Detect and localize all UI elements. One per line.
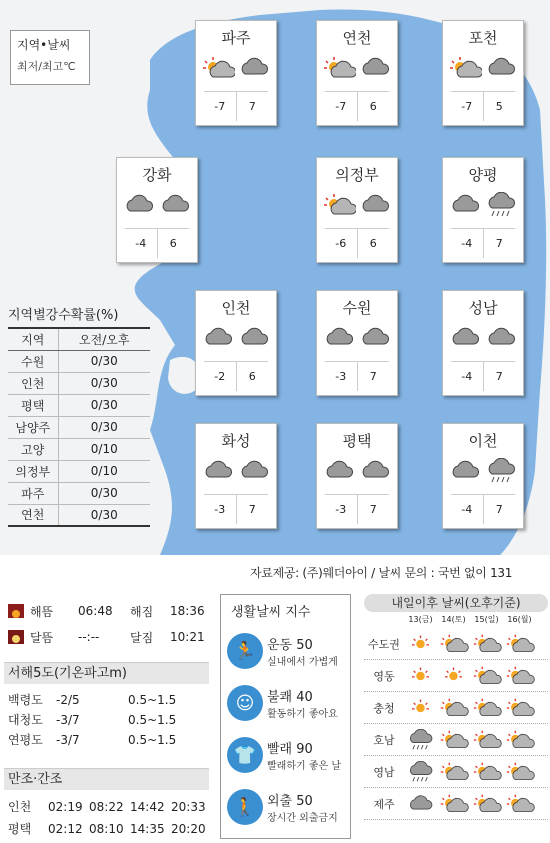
- city-card: [442, 423, 524, 529]
- table-row: 백령도 -2/5 0.5~1.5: [8, 693, 177, 707]
- city-name: 파주: [221, 29, 251, 47]
- city-card: [442, 20, 524, 126]
- city-weather-icons: [317, 458, 397, 484]
- forecast-day: 16(월): [507, 615, 532, 624]
- table-row: 평택 0/30: [8, 394, 150, 416]
- partly-cloudy-icon: [503, 729, 536, 751]
- city-name: 평택: [342, 432, 372, 450]
- moonrise-row: 달뜸 --:-- 달짐 10:21: [8, 624, 208, 650]
- sunrise-row: 해뜸 06:48 해짐 18:36: [8, 598, 208, 624]
- running-icon: 🏃: [227, 633, 263, 669]
- city-name: 의정부: [335, 166, 379, 184]
- partly-cloudy-icon: [437, 729, 470, 751]
- table-row: 평택 02:12 08:10 14:35 20:20: [8, 822, 206, 836]
- face-icon: ☺: [227, 685, 263, 721]
- sun-icon: [404, 665, 437, 687]
- city-card: [316, 157, 398, 263]
- forecast-region: 영남: [373, 765, 395, 779]
- city-high-temp: 7: [248, 100, 256, 113]
- cloudy-icon: [201, 458, 235, 484]
- sun-icon: [404, 633, 437, 655]
- city-low-temp: -2: [204, 362, 237, 391]
- rain-icon: [484, 192, 518, 218]
- cloudy-icon: [237, 458, 271, 484]
- table-row: [364, 628, 548, 660]
- forecast-day: 14(토): [441, 615, 466, 624]
- table-row: [364, 756, 548, 788]
- city-card: [442, 290, 524, 396]
- table-row: 수원 0/30: [8, 350, 150, 372]
- city-weather-icons: [443, 192, 523, 218]
- shirt-icon: 👕: [227, 737, 263, 773]
- sun-moon-times: [8, 598, 208, 650]
- city-low-temp: -4: [451, 495, 484, 524]
- wave-section-title: 서해5도(기온파고m): [4, 662, 209, 684]
- table-row: 파주 0/30: [8, 482, 150, 504]
- city-name: 양평: [468, 166, 498, 184]
- city-name: 이천: [468, 432, 498, 450]
- city-weather-icons: [443, 458, 523, 484]
- rain-table-title: 지역별강수확률(%): [8, 308, 119, 323]
- tide-table: [8, 796, 214, 840]
- cloudy-icon: [358, 192, 392, 218]
- cloudy-icon: [448, 325, 482, 351]
- cloudy-icon: [484, 325, 518, 351]
- cloudy-icon: [237, 55, 271, 81]
- sun-icon: [437, 665, 470, 687]
- city-name: 포천: [468, 29, 498, 47]
- table-row: [364, 692, 548, 724]
- cloudy-icon: [237, 325, 271, 351]
- table-row: [364, 724, 548, 756]
- city-card: [195, 290, 277, 396]
- cloudy-icon: [358, 458, 392, 484]
- forecast-region: 제주: [373, 797, 395, 811]
- rain-icon: [404, 761, 437, 783]
- city-card: [116, 157, 198, 263]
- city-high-temp: 7: [495, 237, 503, 250]
- city-weather-icons: [317, 325, 397, 351]
- moonrise-icon: [8, 630, 24, 644]
- data-credit: 자료제공: (주)웨더아이 / 날씨 문의 : 국번 없이 131: [250, 566, 513, 580]
- city-weather-icons: [317, 192, 397, 218]
- partly-cloudy-icon: [470, 633, 503, 655]
- city-low-temp: -3: [325, 362, 358, 391]
- partly-cloudy-icon: [503, 761, 536, 783]
- cloudy-icon: [404, 793, 437, 815]
- rain-icon: [484, 458, 518, 484]
- sunrise-icon: [8, 604, 24, 618]
- partly-cloudy-icon: [437, 697, 470, 719]
- partly-cloudy-icon: [503, 633, 536, 655]
- city-high-temp: 7: [495, 370, 503, 383]
- city-low-temp: -3: [325, 495, 358, 524]
- city-weather-icons: [443, 55, 523, 81]
- city-low-temp: -4: [451, 229, 484, 258]
- partly-cloudy-icon: [470, 761, 503, 783]
- city-temps: [325, 228, 389, 258]
- partly-cloudy-icon: [322, 192, 356, 218]
- forecast-region: 충청: [373, 701, 395, 715]
- city-card: [316, 290, 398, 396]
- cloudy-icon: [122, 192, 156, 218]
- city-weather-icons: [196, 325, 276, 351]
- city-weather-icons: [196, 55, 276, 81]
- table-row: 고양 0/10: [8, 438, 150, 460]
- partly-cloudy-icon: [448, 55, 482, 81]
- city-temps: [451, 494, 515, 524]
- city-weather-icons: [196, 458, 276, 484]
- list-item: 🚶 외출 50 장시간 외출금지: [221, 781, 350, 833]
- city-temps: [204, 494, 268, 524]
- city-low-temp: -7: [325, 92, 358, 121]
- city-high-temp: 7: [369, 370, 377, 383]
- city-low-temp: -4: [125, 229, 158, 258]
- city-card: [316, 20, 398, 126]
- city-high-temp: 7: [248, 503, 256, 516]
- city-weather-icons: [317, 55, 397, 81]
- city-low-temp: -6: [325, 229, 358, 258]
- legend-subtitle: 최저/최고℃: [17, 60, 76, 73]
- cloudy-icon: [322, 458, 356, 484]
- cloudy-icon: [158, 192, 192, 218]
- cloudy-icon: [201, 325, 235, 351]
- city-card: [316, 423, 398, 529]
- table-row: 남양주 0/30: [8, 416, 150, 438]
- partly-cloudy-icon: [470, 697, 503, 719]
- city-high-temp: 6: [248, 370, 256, 383]
- wave-table: [8, 690, 208, 750]
- table-row: 인천 0/30: [8, 372, 150, 394]
- partly-cloudy-icon: [201, 55, 235, 81]
- city-weather-icons: [443, 325, 523, 351]
- city-name: 화성: [221, 432, 251, 450]
- city-temps: [325, 91, 389, 121]
- cloudy-icon: [448, 458, 482, 484]
- city-name: 수원: [342, 299, 372, 317]
- list-item: ☺ 불쾌 40 활동하기 좋아요: [221, 677, 350, 729]
- forecast-title: 내일이후 날씨(오후기준): [364, 594, 548, 612]
- table-row: 대청도 -3/7 0.5~1.5: [8, 713, 177, 727]
- city-temps: [451, 91, 515, 121]
- sun-icon: [404, 697, 437, 719]
- cloudy-icon: [358, 325, 392, 351]
- map-legend: [10, 30, 90, 85]
- partly-cloudy-icon: [470, 665, 503, 687]
- city-name: 성남: [468, 299, 498, 317]
- tide-section-title: 만조·간조: [4, 768, 209, 790]
- cloudy-icon: [448, 192, 482, 218]
- partly-cloudy-icon: [470, 729, 503, 751]
- rain-icon: [404, 729, 437, 751]
- city-card: [195, 20, 277, 126]
- cloudy-icon: [484, 55, 518, 81]
- partly-cloudy-icon: [503, 697, 536, 719]
- city-high-temp: 6: [369, 237, 377, 250]
- partly-cloudy-icon: [437, 761, 470, 783]
- city-temps: [451, 361, 515, 391]
- city-low-temp: -7: [451, 92, 484, 121]
- rain-table-header: 지역 오전/오후: [8, 328, 150, 350]
- forecast-region: 영동: [373, 669, 395, 683]
- city-temps: [325, 494, 389, 524]
- city-name: 연천: [342, 29, 372, 47]
- partly-cloudy-icon: [437, 793, 470, 815]
- city-high-temp: 6: [369, 100, 377, 113]
- city-temps: [204, 361, 268, 391]
- city-low-temp: -3: [204, 495, 237, 524]
- partly-cloudy-icon: [322, 55, 356, 81]
- table-row: [364, 788, 548, 820]
- table-row: 인천 02:19 08:22 14:42 20:33: [8, 800, 206, 814]
- city-high-temp: 7: [369, 503, 377, 516]
- city-high-temp: 6: [169, 237, 177, 250]
- city-high-temp: 7: [495, 503, 503, 516]
- city-temps: [204, 91, 268, 121]
- list-item: 👕 빨래 90 빨래하기 좋은 날: [221, 729, 350, 781]
- partly-cloudy-icon: [470, 793, 503, 815]
- city-name: 인천: [221, 299, 251, 317]
- city-low-temp: -4: [451, 362, 484, 391]
- rain-probability-table: [8, 304, 150, 527]
- cloudy-icon: [358, 55, 392, 81]
- city-card: [195, 423, 277, 529]
- table-row: 연평도 -3/7 0.5~1.5: [8, 733, 177, 747]
- partly-cloudy-icon: [503, 793, 536, 815]
- forecast-day-header: [404, 612, 548, 628]
- city-temps: [325, 361, 389, 391]
- forecast-region: 수도권: [368, 637, 400, 651]
- list-item: 🏃 운동 50 실내에서 가볍게: [221, 625, 350, 677]
- city-low-temp: -7: [204, 92, 237, 121]
- city-temps: [451, 228, 515, 258]
- partly-cloudy-icon: [437, 633, 470, 655]
- partly-cloudy-icon: [503, 665, 536, 687]
- cloudy-icon: [322, 325, 356, 351]
- city-weather-icons: [117, 192, 197, 218]
- table-row: [364, 660, 548, 692]
- table-row: 의정부 0/10: [8, 460, 150, 482]
- walking-icon: 🚶: [227, 789, 263, 825]
- city-temps: [125, 228, 189, 258]
- life-index-panel: [220, 594, 351, 839]
- forecast-day: 13(금): [408, 615, 433, 624]
- forecast-day: 15(일): [474, 615, 499, 624]
- table-row: 연천 0/30: [8, 504, 150, 526]
- city-high-temp: 5: [495, 100, 503, 113]
- legend-title: 지역•날씨: [17, 38, 71, 52]
- forecast-panel: [364, 594, 548, 839]
- life-index-title: 생활날씨 지수: [231, 605, 311, 620]
- forecast-region: 호남: [373, 733, 395, 747]
- city-name: 강화: [142, 166, 172, 184]
- city-card: [442, 157, 524, 263]
